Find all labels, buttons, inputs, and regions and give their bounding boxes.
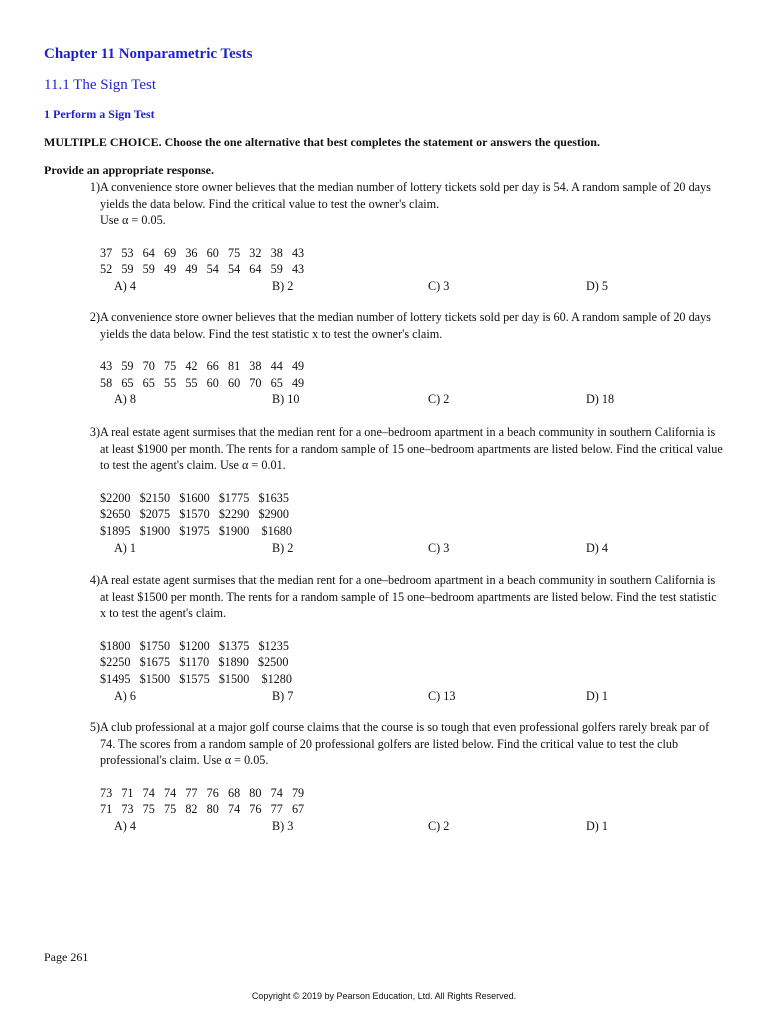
data-row: $1895 $1900 $1975 $1900 $1680 bbox=[100, 523, 292, 538]
data-block bbox=[100, 638, 724, 688]
page-number: Page 261 bbox=[44, 950, 89, 964]
data-block bbox=[100, 490, 724, 540]
data-row: $2650 $2075 $1570 $2290 $2900 bbox=[100, 507, 289, 522]
objective-title: 1 Perform a Sign Test bbox=[44, 107, 155, 121]
choice-a: A) 4 bbox=[114, 818, 137, 833]
data-row: $1495 $1500 $1575 $1500 $1280 bbox=[100, 671, 292, 686]
data-row: 52 59 59 49 49 54 54 64 59 43 bbox=[100, 262, 305, 277]
choice-c: C) 2 bbox=[428, 392, 450, 407]
choice-a: A) 1 bbox=[114, 540, 137, 555]
data-row: 71 73 75 75 82 80 74 76 77 67 bbox=[100, 802, 305, 817]
choice-b: B) 10 bbox=[272, 392, 300, 407]
choice-d: D) 1 bbox=[586, 688, 609, 703]
choice-d: D) 1 bbox=[586, 818, 609, 833]
choice-b: B) 7 bbox=[272, 688, 294, 703]
choice-c: C) 13 bbox=[428, 688, 456, 703]
data-row: $1800 $1750 $1200 $1375 $1235 bbox=[100, 638, 289, 653]
copyright-notice: Copyright © 2019 by Pearson Education, Ltd. All Rights Reserved. bbox=[251, 991, 517, 1001]
question-number: 2) bbox=[89, 310, 100, 324]
data-block bbox=[100, 358, 724, 391]
question-1 bbox=[84, 179, 724, 295]
question-number: 3) bbox=[89, 425, 100, 439]
question-number: 1) bbox=[89, 180, 100, 194]
question-text: A real estate agent surmises that the median rent for a one–bedroom apartment in a beach community in southern California is at least $1500 per month. The rents for a random sample of 15 one–bedroom apartments are listed below. Find the test statistic x to test the agent's claim. bbox=[100, 573, 717, 621]
choice-c: C) 3 bbox=[428, 540, 450, 555]
question-extra: Use α = 0.05. bbox=[100, 213, 166, 228]
question-text: A real estate agent surmises that the median rent for a one–bedroom apartment in a beach community in southern California is at least $1900 per month. The rents for a random sample of 15 one–bedroom apartments are listed below. Find the critical value to test the agent's claim. Use α = 0.01. bbox=[100, 425, 723, 473]
question-2 bbox=[84, 309, 724, 408]
choice-a: A) 8 bbox=[114, 392, 137, 407]
choice-c: C) 3 bbox=[428, 278, 450, 293]
data-block bbox=[100, 785, 724, 818]
answer-choices bbox=[84, 278, 724, 295]
choice-b: B) 3 bbox=[272, 818, 294, 833]
question-text: A convenience store owner believes that the median number of lottery tickets sold per day is 60. A random sample of 20 days yields the data below. Find the test statistic x to test the owner's claim. bbox=[100, 310, 711, 341]
data-row: $2200 $2150 $1600 $1775 $1635 bbox=[100, 490, 289, 505]
sub-instructions: Provide an appropriate response. bbox=[44, 163, 215, 177]
data-row: 43 59 70 75 42 66 81 38 44 49 bbox=[100, 359, 305, 374]
choice-d: D) 5 bbox=[586, 278, 609, 293]
data-row: 37 53 64 69 36 60 75 32 38 43 bbox=[100, 245, 305, 260]
question-3 bbox=[84, 424, 724, 557]
instructions: MULTIPLE CHOICE. Choose the one alternative that best completes the statement or answers the question. bbox=[44, 135, 600, 149]
answer-choices bbox=[84, 540, 724, 557]
data-row: 58 65 65 55 55 60 60 70 65 49 bbox=[100, 375, 305, 390]
choice-a: A) 6 bbox=[114, 688, 137, 703]
data-row: 73 71 74 74 77 76 68 80 74 79 bbox=[100, 785, 305, 800]
choice-a: A) 4 bbox=[114, 278, 137, 293]
choice-d: D) 4 bbox=[586, 540, 609, 555]
section-title: 11.1 The Sign Test bbox=[44, 77, 157, 93]
answer-choices bbox=[84, 688, 724, 705]
choice-c: C) 2 bbox=[428, 818, 450, 833]
answer-choices bbox=[84, 391, 724, 408]
chapter-title: Chapter 11 Nonparametric Tests bbox=[44, 46, 253, 62]
answer-choices bbox=[84, 818, 724, 835]
question-text: A convenience store owner believes that the median number of lottery tickets sold per day is 54. A random sample of 20 days yields the data below. Find the critical value to test the owner's claim. bbox=[100, 180, 711, 211]
data-row: $2250 $1675 $1170 $1890 $2500 bbox=[100, 655, 289, 670]
question-text: A club professional at a major golf course claims that the course is so tough that even professional golfers rarely break par of 74. The scores from a random sample of 20 professional golfers are listed below. Find the critical value to test the club professional's claim. Use α = 0.05. bbox=[100, 720, 710, 768]
choice-d: D) 18 bbox=[586, 392, 615, 407]
question-number: 5) bbox=[89, 720, 100, 734]
choice-b: B) 2 bbox=[272, 540, 294, 555]
choice-b: B) 2 bbox=[272, 278, 294, 293]
question-5 bbox=[84, 719, 724, 835]
question-number: 4) bbox=[89, 573, 100, 587]
data-block bbox=[100, 245, 724, 278]
question-4 bbox=[84, 572, 724, 705]
